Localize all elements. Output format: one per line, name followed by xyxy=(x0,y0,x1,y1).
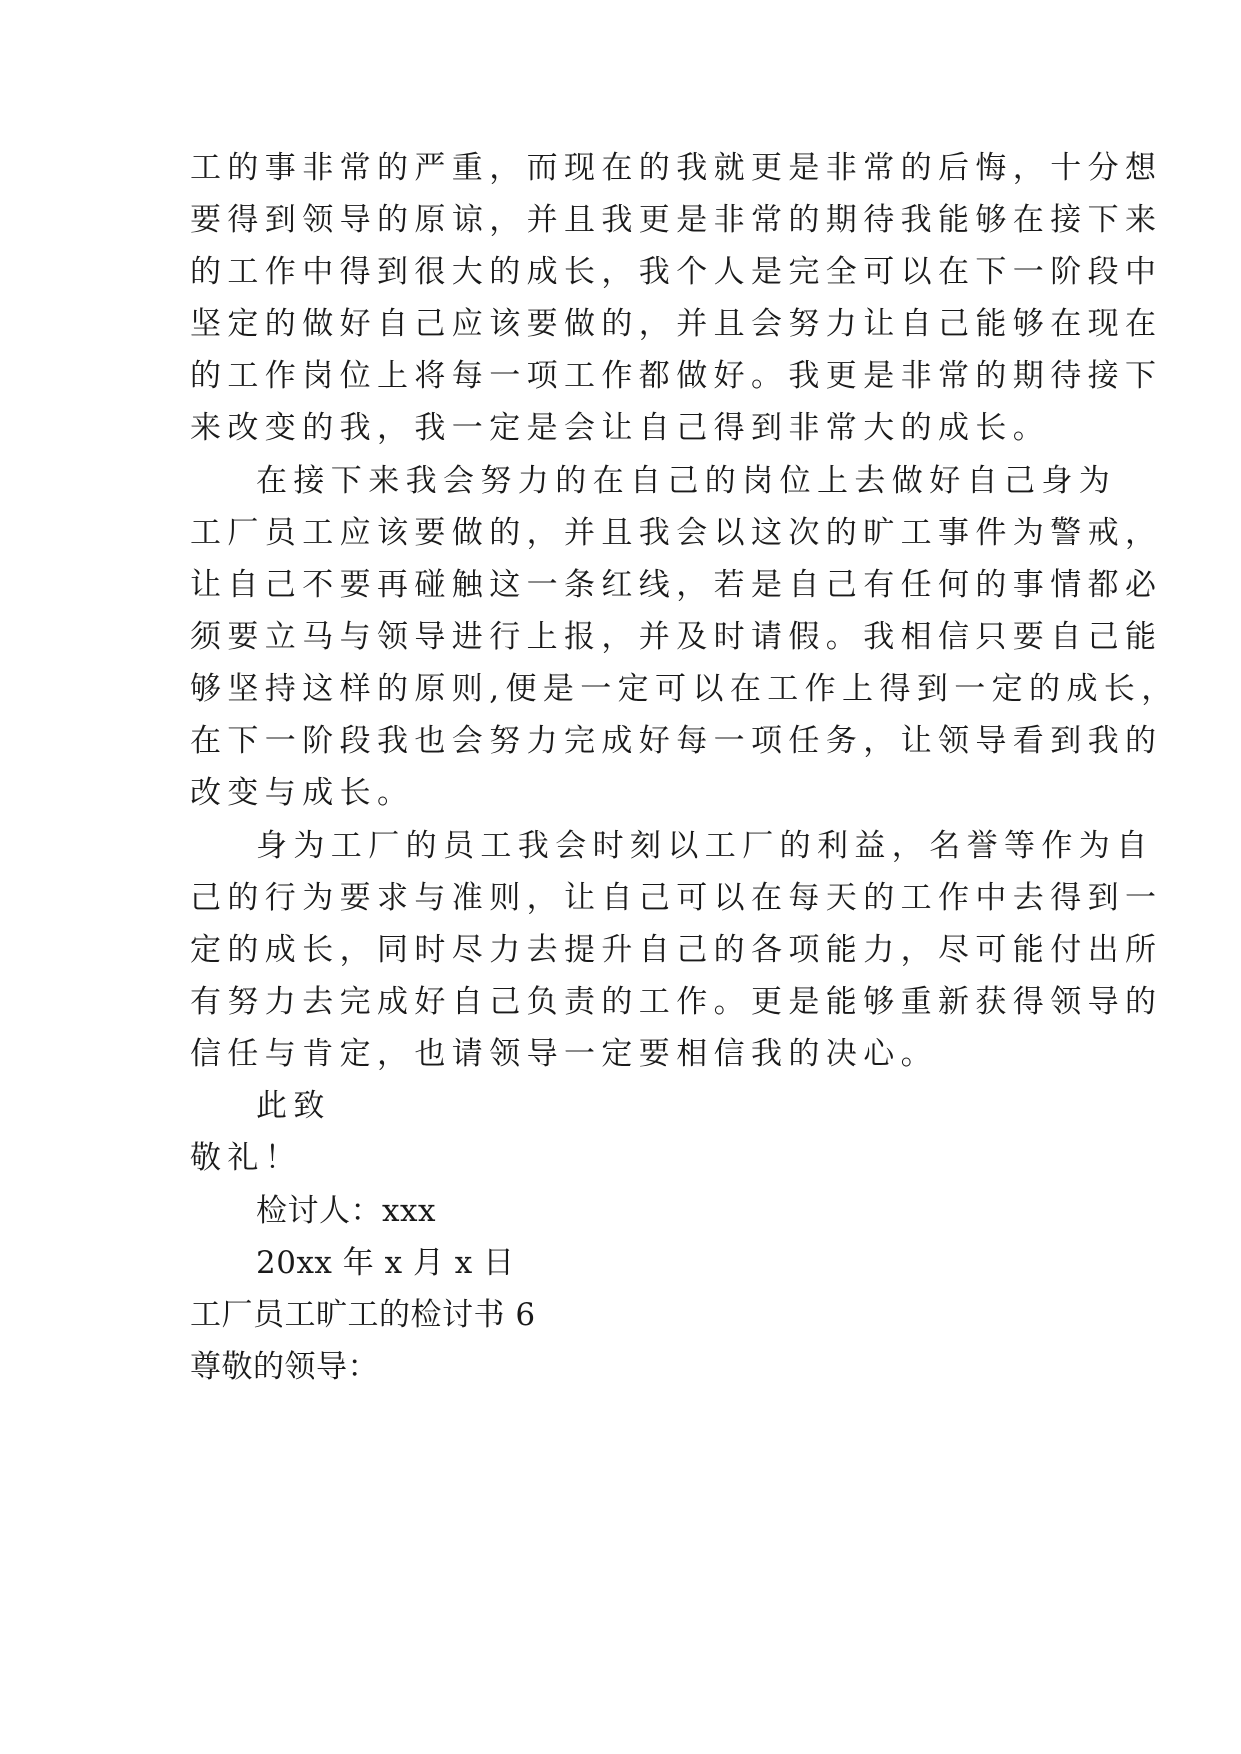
greeting-text: 尊敬的领导： xyxy=(190,1349,379,1385)
body-text-line: 身为工厂的员工我会时刻以工厂的利益，名誉等作为自 xyxy=(256,828,1154,864)
body-text-line: 有努力去完成好自己负责的工作。更是能够重新获得领导的 xyxy=(190,984,1163,1020)
body-text-line: 在接下来我会努力的在自己的岗位上去做好自己身为 xyxy=(256,463,1117,499)
body-text-line: 信任与肯定，也请领导一定要相信我的决心。 xyxy=(190,1036,938,1072)
body-text-line: 够坚持这样的原则,便是一定可以在工作上得到一定的成长， xyxy=(190,671,1179,707)
date-text: 20xx 年 x 月 x 日 xyxy=(256,1245,515,1281)
salute-text: 敬礼！ xyxy=(190,1140,303,1176)
body-text-line: 工厂员工应该要做的，并且我会以这次的旷工事件为警戒， xyxy=(190,515,1163,551)
body-text-line: 改变与成长。 xyxy=(190,775,415,811)
body-text-line: 定的成长，同时尽力去提升自己的各项能力，尽可能付出所 xyxy=(190,932,1163,968)
closing-text: 此致 xyxy=(256,1088,331,1124)
body-text-line: 来改变的我，我一定是会让自己得到非常大的成长。 xyxy=(190,410,1051,446)
body-text-line: 须要立马与领导进行上报，并及时请假。我相信只要自己能 xyxy=(190,619,1163,655)
body-text-line: 让自己不要再碰触这一条红线，若是自己有任何的事情都必 xyxy=(190,567,1163,603)
body-text-line: 工的事非常的严重，而现在的我就更是非常的后悔，十分想 xyxy=(190,150,1163,186)
body-text-line: 的工作岗位上将每一项工作都做好。我更是非常的期待接下 xyxy=(190,358,1163,394)
body-text-line: 的工作中得到很大的成长，我个人是完全可以在下一阶段中 xyxy=(190,254,1163,290)
section-title: 工厂员工旷工的检讨书 6 xyxy=(190,1297,536,1333)
body-text-line: 在下一阶段我也会努力完成好每一项任务，让领导看到我的 xyxy=(190,723,1163,759)
signature-text: 检讨人：xxx xyxy=(256,1193,436,1229)
body-text-line: 坚定的做好自己应该要做的，并且会努力让自己能够在现在 xyxy=(190,306,1163,342)
body-text-line: 要得到领导的原谅，并且我更是非常的期待我能够在接下来 xyxy=(190,202,1163,238)
body-text-line: 己的行为要求与准则，让自己可以在每天的工作中去得到一 xyxy=(190,880,1163,916)
